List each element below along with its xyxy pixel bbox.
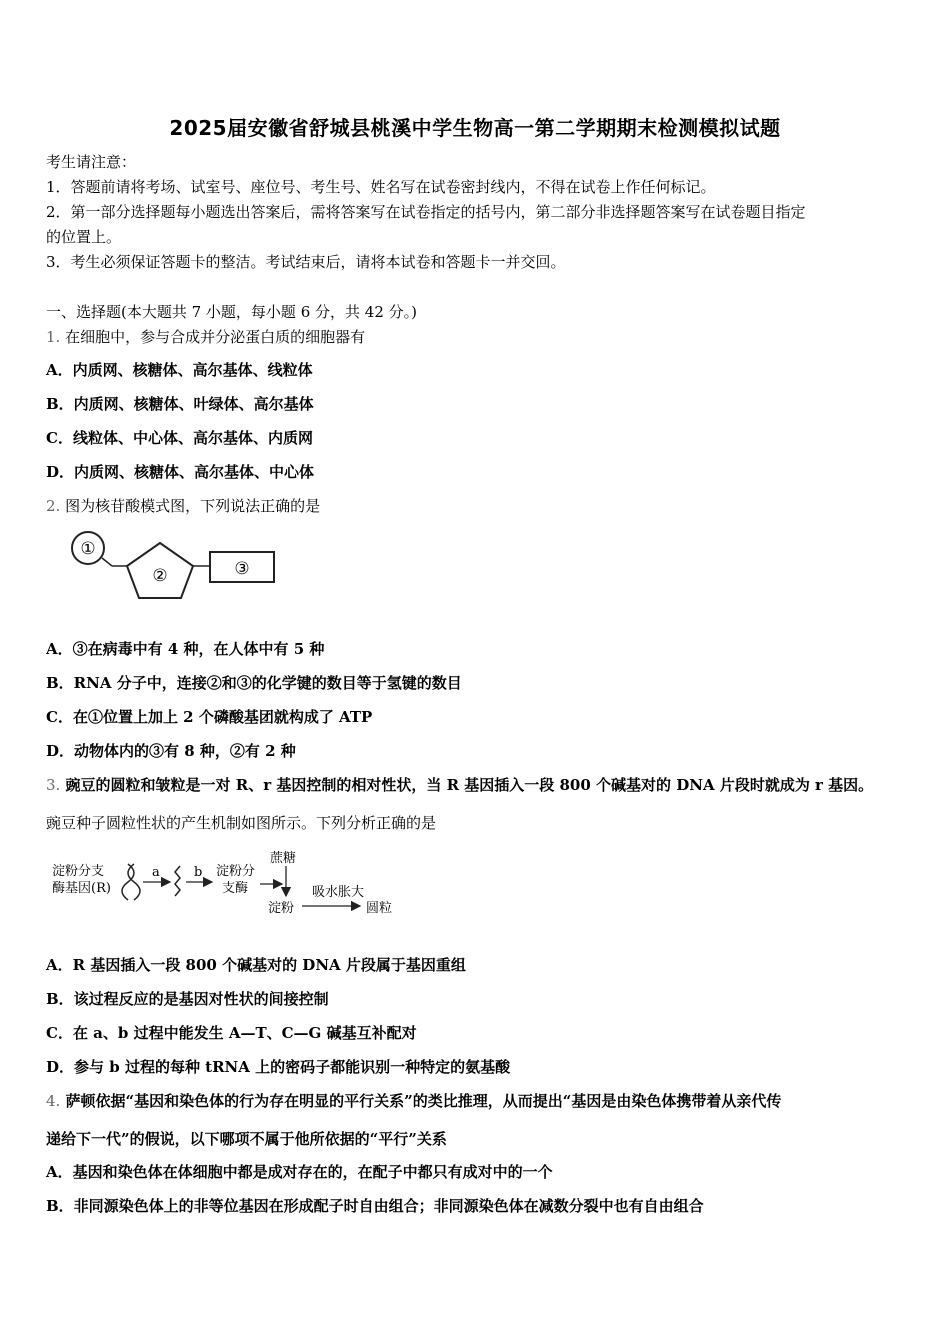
question-number: 4. — [46, 1092, 61, 1110]
notice-item-1: 1．答题前请将考场、试室号、座位号、考生号、姓名写在试卷密封线内，不得在试卷上作任何标记。 — [46, 178, 716, 196]
q2-option-a[interactable]: A．③在病毒中有 4 种，在人体中有 5 种 — [46, 640, 325, 658]
notice-heading: 考生请注意： — [46, 153, 137, 171]
enzyme-label-line1: 淀粉分 — [216, 864, 256, 879]
round-label: 圆粒 — [366, 901, 393, 916]
dna-helix-icon — [128, 864, 140, 900]
notice-item-2: 2．第一部分选择题每小题选出答案后，需将答案写在试卷指定的括号内，第二部分非选择题答案写在试卷题目指定 — [46, 203, 806, 221]
q2-option-d[interactable]: D．动物体内的③有 8 种，②有 2 种 — [46, 742, 296, 760]
q3-option-b[interactable]: B．该过程反应的是基因对性状的间接控制 — [46, 990, 329, 1008]
page-title: 2025届安徽省舒城县桃溪中学生物高一第二学期期末检测模拟试题 — [169, 116, 781, 140]
q1-option-b[interactable]: B．内质网、核糖体、叶绿体、高尔基体 — [46, 395, 314, 413]
gene-label-line1: 淀粉分支 — [52, 864, 105, 879]
question-3-stem-line1 — [46, 775, 906, 795]
mrna-wave-icon — [175, 866, 180, 896]
question-text: 豌豆的圆粒和皱粒是一对 R、r 基因控制的相对性状，当 R 基因插入一段 800 个碱基对的 DNA 片段时就成为 r 基因。 — [65, 776, 874, 794]
question-3-stem-line2: 豌豆种子圆粒性状的产生机制如图所示。下列分析正确的是 — [46, 814, 437, 832]
water-label: 吸水胀大 — [312, 885, 365, 900]
q1-option-a[interactable]: A．内质网、核糖体、高尔基体、线粒体 — [46, 361, 313, 379]
label-3: ③ — [234, 559, 250, 579]
q2-option-b[interactable]: B．RNA 分子中，连接②和③的化学键的数目等于氢键的数目 — [46, 674, 462, 692]
arrow-b-label: b — [194, 865, 203, 880]
label-2: ② — [152, 566, 168, 586]
enzyme-label-line2: 支酶 — [222, 881, 249, 896]
question-text: 图为核苷酸模式图，下列说法正确的是 — [65, 497, 321, 515]
dna-helix-icon — [122, 864, 134, 900]
arrow-a-label: a — [152, 865, 160, 880]
question-4-stem-line1 — [46, 1091, 906, 1111]
q3-option-a[interactable]: A．R 基因插入一段 800 个碱基对的 DNA 片段属于基因重组 — [46, 956, 466, 974]
nucleotide-diagram — [60, 528, 290, 608]
q4-option-b[interactable]: B．非同源染色体上的非等位基因在形成配子时自由组合；非同源染色体在减数分裂中也有自由组合 — [46, 1197, 704, 1215]
q4-option-a[interactable]: A．基因和染色体在体细胞中都是成对存在的，在配子中都只有成对中的一个 — [46, 1163, 553, 1181]
section-heading: 一、选择题(本大题共 7 小题，每小题 6 分，共 42 分。) — [46, 303, 417, 321]
bond-line — [102, 558, 112, 566]
notice-item-2-cont: 的位置上。 — [46, 228, 122, 246]
question-4-stem-line2: 递给下一代”的假说，以下哪项不属于他所依据的“平行”关系 — [46, 1130, 447, 1148]
question-text: 萨顿依据“基因和染色体的行为存在明显的平行关系”的类比推理，从而提出“基因是由染色体携带着从亲代传 — [65, 1092, 782, 1110]
q1-option-d[interactable]: D．内质网、核糖体、高尔基体、中心体 — [46, 463, 315, 481]
question-text: 在细胞中，参与合成并分泌蛋白质的细胞器有 — [65, 328, 366, 346]
question-number: 1. — [46, 328, 61, 346]
notice-item-3: 3．考生必须保证答题卡的整洁。考试结束后，请将本试卷和答题卡一并交回。 — [46, 253, 566, 271]
gene-label-line2: 酶基因(R) — [52, 881, 111, 896]
question-1-stem — [46, 327, 906, 347]
q3-option-d[interactable]: D．参与 b 过程的每种 tRNA 上的密码子都能识别一种特定的氨基酸 — [46, 1058, 511, 1076]
q1-option-c[interactable]: C．线粒体、中心体、高尔基体、内质网 — [46, 429, 313, 447]
question-number: 3. — [46, 776, 61, 794]
q3-option-c[interactable]: C．在 a、b 过程中能发生 A—T、C—G 碱基互补配对 — [46, 1024, 417, 1042]
question-2-stem — [46, 496, 906, 516]
starch-label: 淀粉 — [268, 901, 295, 916]
question-number: 2. — [46, 497, 61, 515]
q2-option-c[interactable]: C．在①位置上加上 2 个磷酸基团就构成了 ATP — [46, 708, 373, 726]
starch-mechanism-diagram — [50, 848, 410, 923]
sucrose-label: 蔗糖 — [270, 851, 297, 866]
label-1: ① — [80, 539, 96, 559]
